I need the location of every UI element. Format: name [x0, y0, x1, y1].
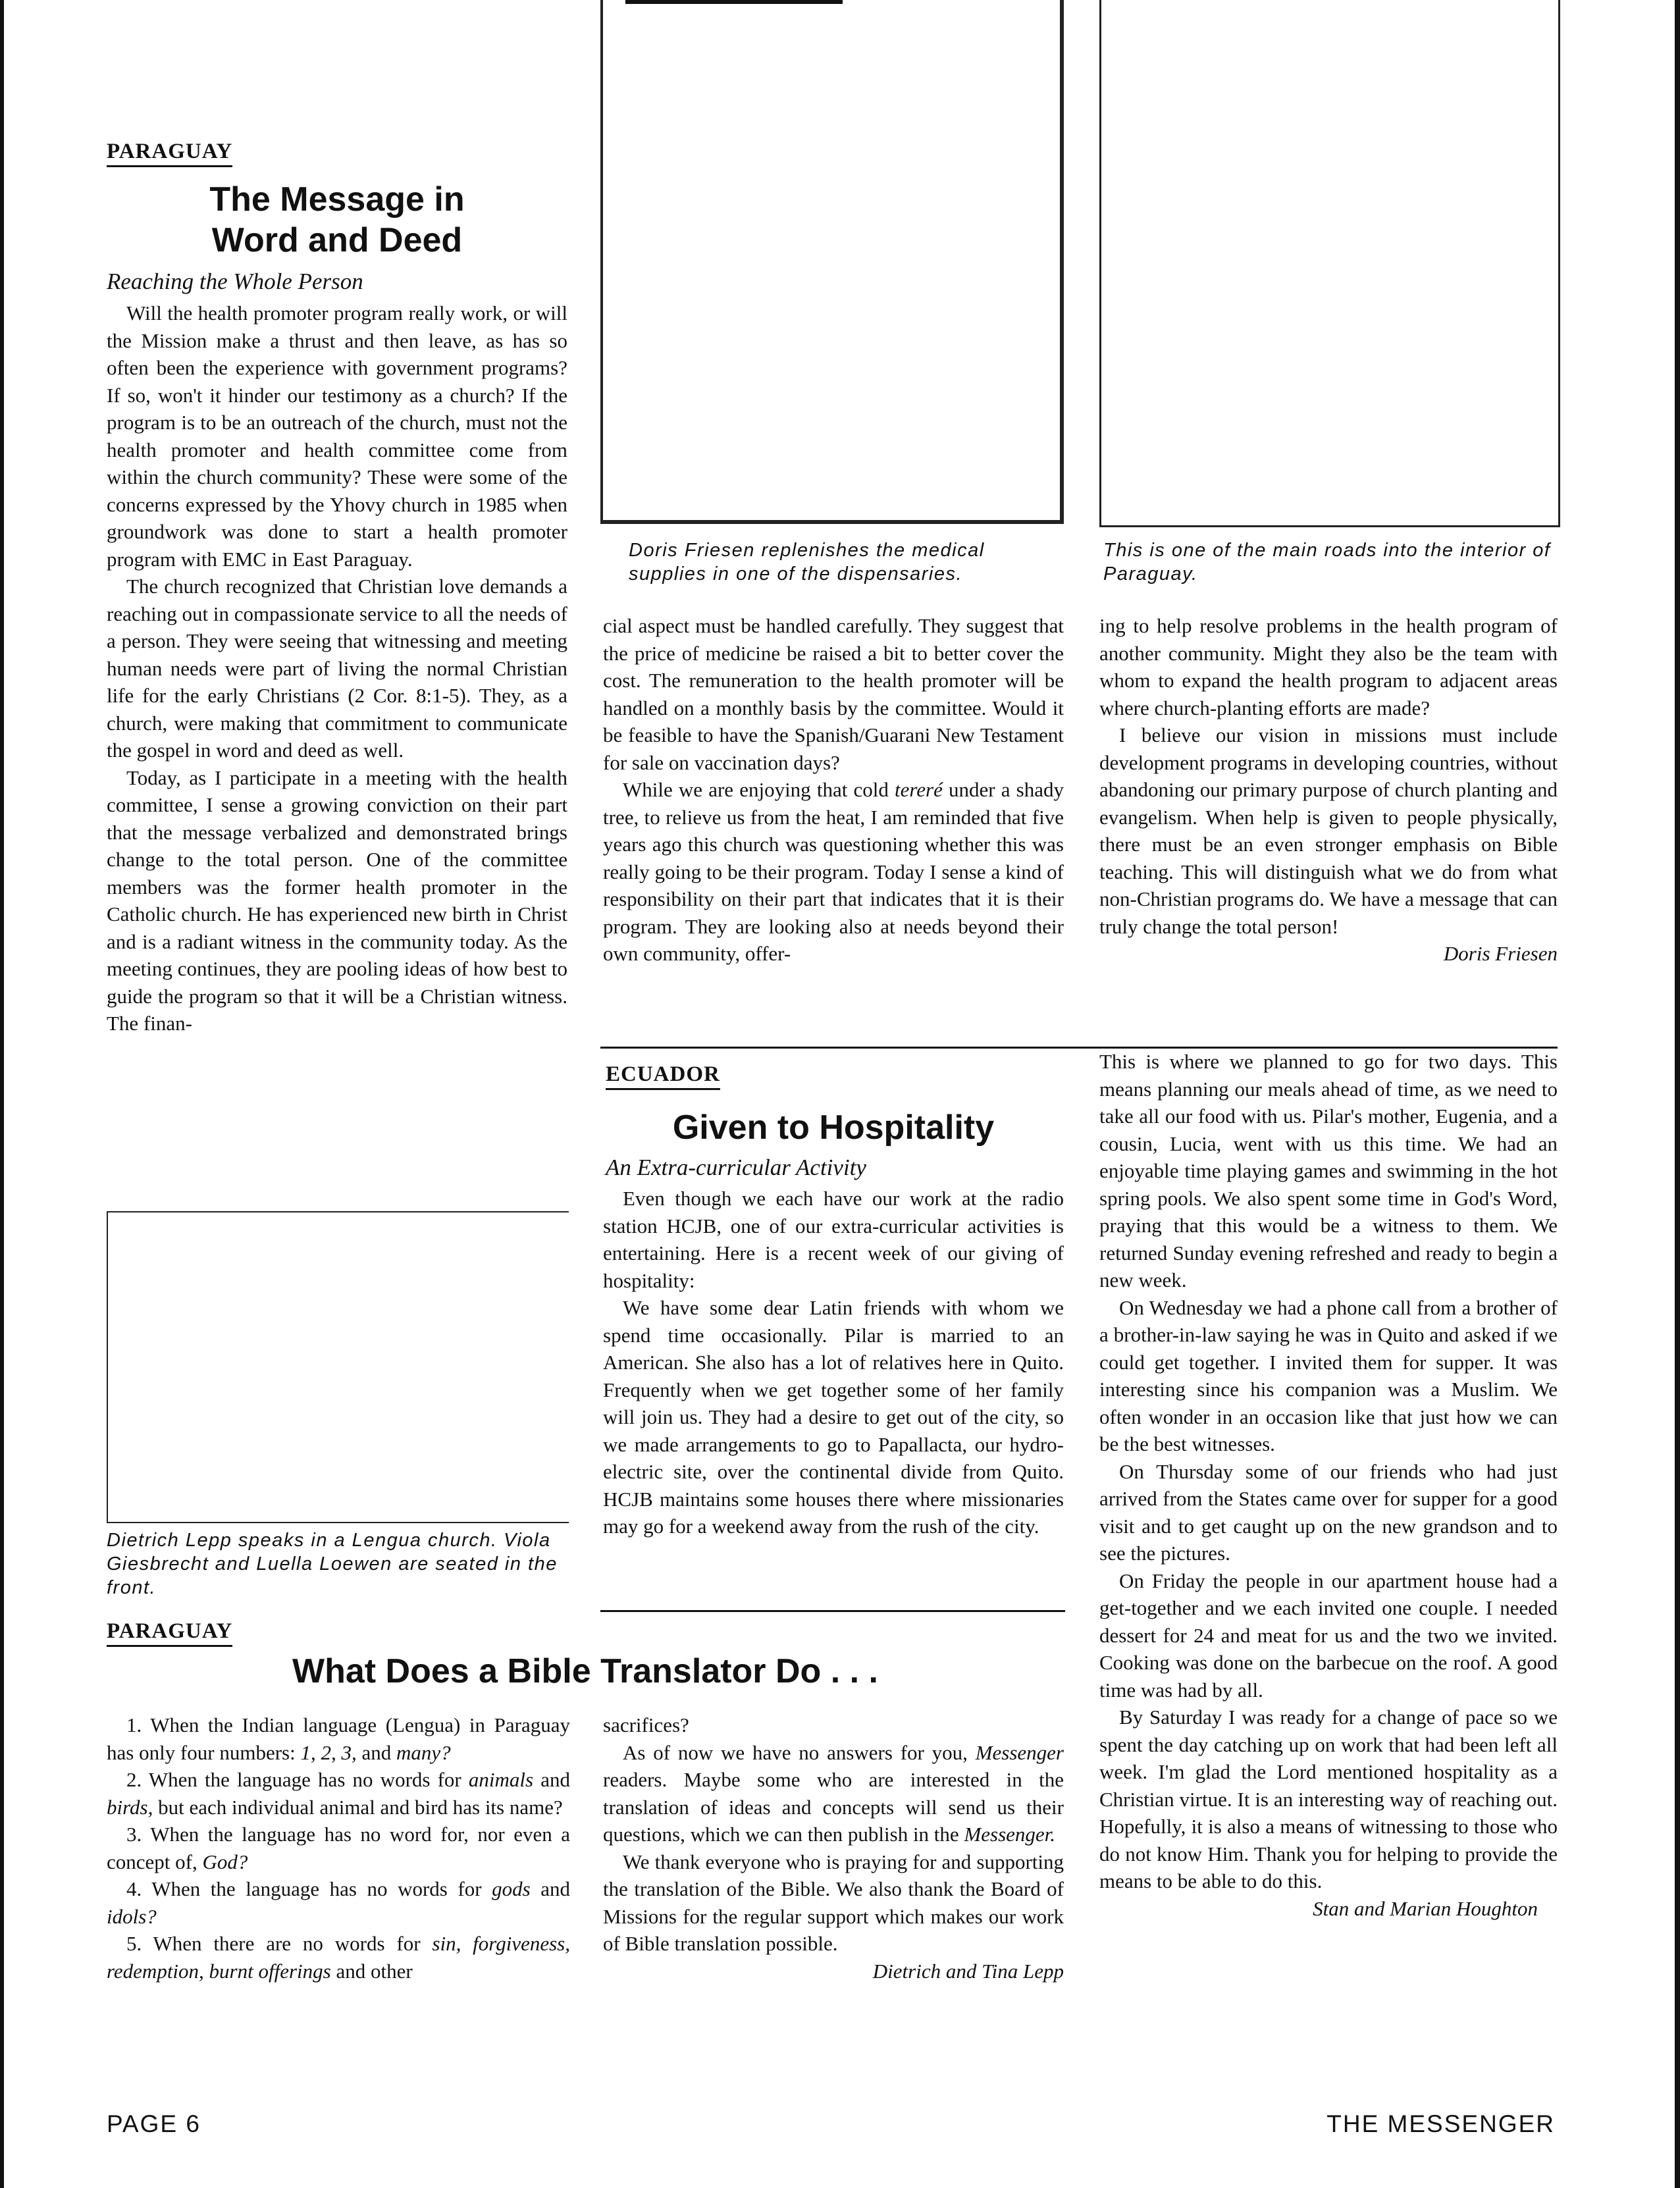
photo-lengua-church — [107, 1211, 569, 1523]
list-item: 1. When the Indian language (Lengua) in Paraguay has only four numbers: 1, 2, 3, and many? — [107, 1713, 570, 1764]
paragraph: sacrifices? — [603, 1713, 689, 1736]
article1-column2 — [603, 612, 1064, 968]
paragraph: This is where we planned to go for two days. This means planning our meals ahead of time, as we need to take all our food with us. Pilar's mother, Eugenia, and a cousin, Lucia, went with us this time. We had an enjoyable time playing games and swimming in the hot spring pools. We also spent some time in God's Word, praying that this would be a witness to them. We returned Sunday evening refreshed and ready to begin a new week. — [1099, 1050, 1558, 1291]
paragraph: By Saturday I was ready for a change of pace so we spent the day catching up on work that had been left all week. I'm glad the Lord mentioned hospitality as a Christian virtue. It is an interesting way of reaching out. Hopefully, it is also a means of witnessing to those who do not know Him. Thank you for helping to provide the means to be able to do this. — [1099, 1706, 1558, 1892]
article2-column2 — [603, 1185, 1064, 1540]
paragraph: We thank everyone who is praying for and supporting the translation of the Bible. We also thank the Board of Missions for the regular support which makes our work of Bible translation possible. — [603, 1850, 1064, 1955]
caption-medical-supplies: Doris Friesen replenishes the medical supplies in one of the dispensaries. — [629, 540, 985, 585]
paragraph: On Thursday some of our friends who had just arrived from the States came over for supper for a good visit and to get caught up on the new grandson and to see the pictures. — [1099, 1459, 1558, 1565]
photo-top-edge — [625, 0, 843, 4]
section-label-paraguay-2: PARAGUAY — [107, 1619, 232, 1647]
article1-column3 — [1099, 612, 1558, 968]
paragraph: The church recognized that Christian love demands a reaching out in compassionate service to all the needs of a person. They were seeing that witnessing and meeting human needs were part of living the normal Christian life for the early Christians (2 Cor. 8:1-5). They, as a church, were making that commitment to communicate the gospel in word and deed as well. — [107, 575, 567, 762]
scan-border-left — [0, 0, 4, 2188]
article3-column2 — [603, 1711, 1064, 1985]
photo-main-road — [1099, 0, 1560, 527]
photo-medical-supplies — [600, 0, 1064, 524]
section-label-paraguay: PARAGUAY — [107, 140, 232, 167]
paragraph: I believe our vision in missions must include development programs in developing countries, without abandoning our primary purpose of church planting and evangelism. When help is given to people physically, there must be an even stronger emphasis on Bible teaching. This will distinguish what we do from what non-Christian programs do. We have a message that can truly change the total person! — [1099, 723, 1558, 938]
paragraph: As of now we have no answers for you, Messenger readers. Maybe some who are interested in the translation of ideas and concepts will send us their questions, which we can then publish in the Messenger. — [603, 1740, 1064, 1846]
article2-subtitle: An Extra-curricular Activity — [606, 1155, 866, 1180]
paragraph: We have some dear Latin friends with whom we spend time occasionally. Pilar is married to an American. She also has a lot of relatives here in Quito. Frequently when we get together some of her family will join us. They had a desire to get out of the city, so we made arrangements to go to Papallacta, our hydro-electric site, over the continental divide from Quito. HCJB maintains some houses there where missionaries may go for a weekend away from the rush of the city. — [603, 1296, 1064, 1538]
article3-column1 — [107, 1711, 570, 1985]
paragraph: Will the health promoter program really work, or will the Mission make a thrust and then leave, as has so often been the experience with government programs? If so, won't it hinder our testimony as a church? If the program is to be an outreach of the church, must not the health promoter and health committee come from within the church community? These were some of the concerns expressed by the Yhovy church in 1985 when groundwork was done to start a health promoter program with EMC in East Paraguay. — [107, 301, 567, 571]
list-item: 2. When the language has no words for animals and birds, but each individual animal and bird has its name? — [107, 1768, 571, 1819]
article2-bottom-rule — [600, 1610, 1065, 1612]
paragraph: On Friday the people in our apartment house had a get-together and we each invited one couple. I needed dessert for 24 and meat for us and the two we invited. Cooking was done on the barbecue on the roof. A good time was had by all. — [1099, 1569, 1558, 1702]
paragraph: While we are enjoying that cold tereré under a shady tree, to relieve us from the heat, I am reminded that five years ago this church was questioning whether this was really going to be their program. Today I sense a kind of responsibility on their part that indicates that it is their program. They are looking also at needs beyond their own community, offer- — [603, 778, 1064, 965]
article1-headline: The Message in Word and Deed — [209, 180, 465, 259]
section-label-ecuador: ECUADOR — [606, 1062, 720, 1090]
article3-headline: What Does a Bible Translator Do . . . — [292, 1652, 878, 1690]
paragraph: cial aspect must be handled carefully. They suggest that the price of medicine be raised a bit to better cover the cost. The remuneration to the health promoter will be handled on a monthly basis by the committee. Would it be feasible to have the Spanish/Guarani New Testament for sale on vaccination days? — [603, 614, 1064, 774]
article1-column1 — [107, 300, 567, 1037]
signature: Dietrich and Tina Lepp — [872, 1959, 1064, 1983]
list-item: 3. When the language has no word for, nor even a concept of, God? — [107, 1823, 570, 1873]
page-number: PAGE 6 — [107, 2110, 201, 2137]
paragraph: ing to help resolve problems in the health program of another community. Might they also be the team with whom to expand the health program to adjacent areas where church-planting efforts are made? — [1099, 614, 1558, 719]
scan-border-right — [1675, 0, 1680, 2188]
signature: Stan and Marian Houghton — [1313, 1896, 1538, 1920]
caption-main-road: This is one of the main roads into the interior of Paraguay. — [1103, 540, 1551, 585]
article2-column3 — [1099, 1048, 1558, 1922]
article1-subtitle: Reaching the Whole Person — [107, 269, 363, 294]
list-item: 5. When there are no words for sin, forgiveness, redemption, burnt offerings and other — [107, 1932, 570, 1983]
paragraph: Even though we each have our work at the radio station HCJB, one of our extra-curricular activities is entertaining. Here is a recent week of our giving of hospitality: — [603, 1187, 1064, 1292]
caption-lengua-church: Dietrich Lepp speaks in a Lengua church. Viola Giesbrecht and Luella Loewen are seated in the front. — [107, 1530, 558, 1598]
list-item: 4. When the language has no words for gods and idols? — [107, 1877, 570, 1928]
paragraph: Today, as I participate in a meeting with the health committee, I sense a growing conviction on their part that the message verbalized and demonstrated brings change to the total person. One of the committee members was the former health promoter in the Catholic church. He has experienced new birth in Christ and is a radiant witness in the community today. As the meeting continues, they are pooling ideas of how best to guide the program so that it will be a Christian witness. The finan- — [107, 766, 567, 1035]
signature: Doris Friesen — [1443, 942, 1558, 965]
article2-headline: Given to Hospitality — [672, 1108, 995, 1147]
publication-name: THE MESSENGER — [1326, 2110, 1555, 2137]
paragraph: On Wednesday we had a phone call from a brother of a brother-in-law saying he was in Quito and asked if we could get together. I invited them for supper. It was interesting since his companion was a Muslim. We often wonder in an occasion like that just how we can be the best witnesses. — [1099, 1295, 1558, 1455]
